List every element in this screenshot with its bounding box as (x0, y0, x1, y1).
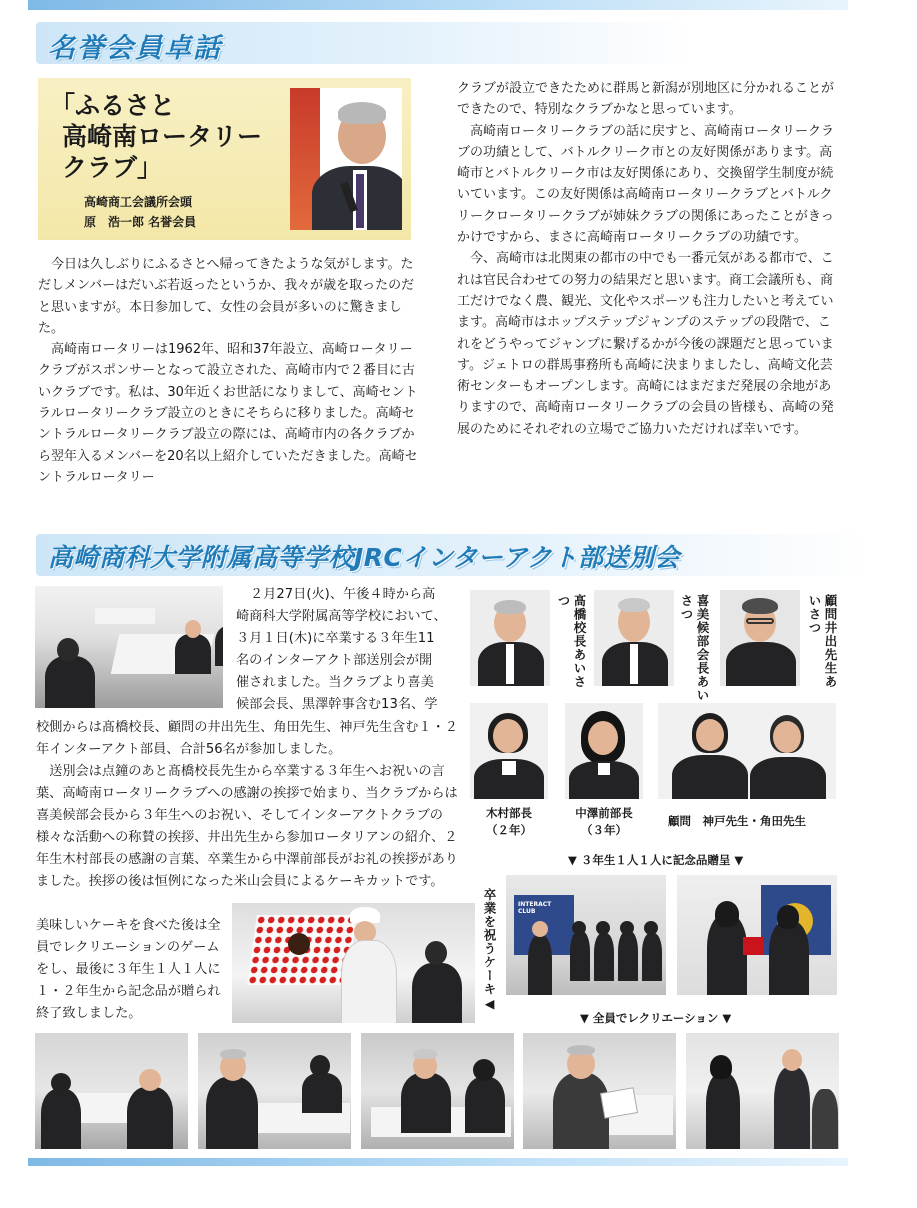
cake-label: 卒業を祝うケーキ◀ (482, 888, 497, 1012)
paragraph: 高崎南ロータリークラブの話に戻すと、高崎南ロータリークラブの功績として、バトルクリーク市との友好関係があります。高崎市とバトルクリーク市は友好関係にあり、交換留学生制度が続いています。この友好関係は高崎南ロータリークラブとバトルクリークロータリークラブが姉妹クラブの関係にあったことがきっかけですから、まさに高崎南ロータリークラブの功績です。 (457, 123, 835, 246)
kimi-label: 喜美候部会長あいさつ (679, 594, 710, 702)
speech-title: 「ふるさと 高崎南ロータリー クラブ」 (50, 91, 263, 182)
recreation-caption: ▼ 全員でレクリエーション ▼ (580, 1011, 732, 1025)
section1-title: 名誉会員卓話 (48, 33, 222, 64)
speaker-org: 高崎商工会議所会頭 (84, 195, 193, 209)
section1-left-text (38, 254, 418, 488)
recreation-photo-2 (198, 1033, 351, 1149)
paragraph: 今日は久しぶりにふるさとへ帰ってきたような気がします。ただしメンバーはだいぶ若返ったというか、我々が歳を取ったのだと思いますが。本日参加して、女性の会員が多いのに驚きました。 (38, 257, 415, 336)
paragraph: 校側からは髙橋校長、顧問の井出先生、角田先生、神戸先生含む１・２年インターアクト部員、合計56名が参加しました。 (36, 720, 458, 757)
section2-intro: ２月27日(火)、午後４時から高 崎商科大学附属高等学校において、 ３月１日(木)に卒業する３年生11 名のインターアクト部送別会が開 催されました。当クラブより喜美 候部会長、黒澤幹事含む13名、学 (236, 587, 447, 712)
kimura-caption: 木村部長 （２年） (486, 806, 532, 837)
banner-text: INTERACT CLUB (518, 901, 552, 915)
section1-right-text (457, 78, 842, 440)
paragraph: 高崎南ロータリーは1962年、昭和37年設立、高崎ロータリークラブがスポンサーとなって設立された、高崎市内で２番目に古いクラブです。私は、30年近くお世話になりまして、高崎セントラルロータリークラブ設立のときにそちらに移りました。高崎セントラルロータリークラブ設立の際には、高崎市内の各クラブから翌年入るメンバーを20名以上紹介していただきました。高崎セントラルロータリー (38, 342, 418, 485)
recreation-photo-4 (523, 1033, 676, 1149)
ide-teacher-photo (720, 590, 800, 686)
paragraph: クラブが設立できたために群馬と新潟が別地区に分かれることができたので、特別なクラブかなと思っています。 (457, 81, 835, 118)
paragraph: 美味しいケーキを食べた後は全員でレクリエーションのゲームをし、最後に３年生１人１人に１・２年生から記念品が贈られ終了致しました。 (36, 918, 221, 1021)
section2-title: 高崎商科大学附属高等学校JRCインターアクト部送別会 (48, 543, 680, 572)
gift-handover-photo (677, 875, 837, 995)
gift-group-photo (506, 875, 666, 995)
paragraph: 送別会は点鐘のあと髙橋校長先生から卒業する３年生へお祝いの言葉、高崎南ロータリークラブへの感謝の挨拶で始まり、当クラブからは喜美候部会長から３年生へのお祝い、そしてインターアクトクラブの様々な活動への称賛の挨拶、井出先生から参加ロータリアンの紹介、２年生木村部長の感謝の言葉、卒業生から中澤前部長がお礼の挨拶がありました。挨拶の後は恒例になった米山会員によるケーキカットです。 (36, 764, 458, 889)
nakazawa-caption: 中澤前部長 （３年） (575, 806, 633, 837)
teachers-photo (658, 703, 836, 799)
speaker-photo (290, 88, 402, 230)
gift-caption: ▼ ３年生１人１人に記念品贈呈 ▼ (568, 853, 744, 867)
kimura-president-photo (470, 703, 548, 799)
section2-heading (36, 534, 876, 576)
takahashi-principal-photo (470, 590, 550, 686)
speaker-name: 原 浩一郎 名誉会員 (84, 215, 197, 229)
recreation-photo-1 (35, 1033, 188, 1149)
meeting-room-photo (35, 586, 223, 708)
section1-heading (36, 22, 696, 64)
bottom-band (28, 1158, 848, 1166)
section2-body (36, 717, 468, 893)
section2-body-end (36, 915, 224, 1025)
paragraph: 今、高崎市は北関東の都市の中でも一番元気がある都市で、これは官民合わせての努力の結果だと思います。商工会議所も、商工だけでなく農、観光、文化やスポーツも注力したいと考えています。高崎市はホップステップジャンプのステップの段階で、これをどうやってジャンプに繋げるかが今後の課題だと思っています。ジェトロの群馬事務所も高崎に決まりましたし、高崎文化芸術センターもオープンします。高崎にはまだまだ発展の余地がありますので、高崎南ロータリークラブの会員の皆様も、高崎の発展のためにそれぞれの立場でご協力いただければ幸いです。 (457, 251, 834, 437)
speaker-box (38, 78, 411, 240)
recreation-photo-3 (361, 1033, 514, 1149)
kimi-chairman-photo (594, 590, 674, 686)
nakazawa-former-president-photo (565, 703, 643, 799)
top-band (28, 0, 848, 10)
cake-cutting-photo (232, 903, 475, 1023)
ide-label: 顧問井出先生あいさつ (807, 594, 838, 689)
recreation-photo-5 (686, 1033, 839, 1149)
teachers-caption: 顧問 神戸先生・角田先生 (668, 814, 806, 828)
takahashi-label: 髙橋校長あいさつ (556, 594, 587, 689)
